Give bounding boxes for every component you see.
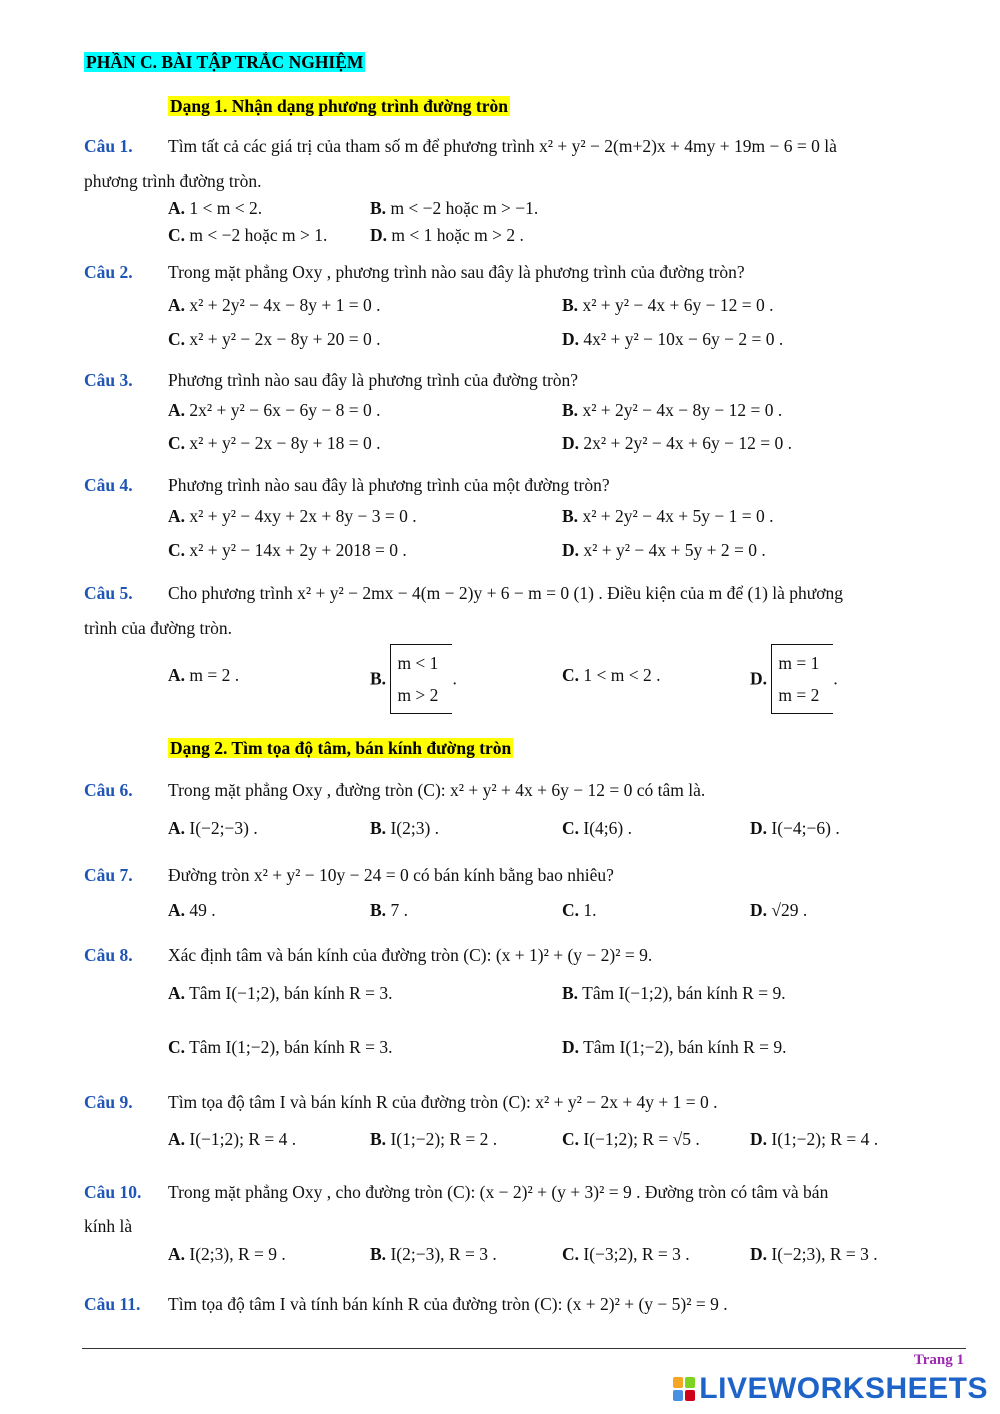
q7-option-d[interactable]: D. √29 . [750,900,808,920]
question-1 [84,136,837,157]
question-number: Câu 11. [84,1294,141,1314]
q7-option-a[interactable]: A. 49 . [168,900,216,920]
brand-text: LIVEWORKSHEETS [699,1372,988,1405]
question-number: Câu 3. [84,370,133,390]
question-number: Câu 4. [84,475,133,495]
q5-option-a[interactable]: A. m = 2 . [168,665,240,685]
question-2 [84,262,745,283]
question-9 [84,1092,718,1113]
question-text: Trong mặt phẳng Oxy , cho đường tròn (C): (x − 2)² + (y + 3)² = 9 . Đường tròn có tâm và bán [168,1182,829,1202]
q4-option-b[interactable]: B. x² + 2y² − 4x + 5y − 1 = 0 . [562,506,774,526]
question-8 [84,945,653,966]
q10-option-d[interactable]: D. I(−2;3), R = 3 . [750,1244,878,1264]
question-text-cont: trình của đường tròn. [84,618,233,638]
q3-option-b[interactable]: B. x² + 2y² − 4x − 8y − 12 = 0 . [562,400,783,420]
question-6 [84,780,706,801]
question-text: Cho phương trình x² + y² − 2mx − 4(m − 2)y + 6 − m = 0 (1) . Điều kiện của m để (1) là phương [168,583,844,603]
q6-option-d[interactable]: D. I(−4;−6) . [750,818,840,838]
section2-title: Dạng 2. Tìm tọa độ tâm, bán kính đường tròn [170,738,512,758]
question-number: Câu 2. [84,262,133,282]
q5-option-b[interactable]: B. m < 1 m > 2. [370,644,457,714]
question-text: Phương trình nào sau đây là phương trình của đường tròn? [168,370,579,390]
part-title: PHẦN C. BÀI TẬP TRẮC NGHIỆM [86,52,364,72]
question-10 [84,1182,829,1203]
q2-option-d[interactable]: D. 4x² + y² − 10x − 6y − 2 = 0 . [562,329,784,349]
q2-option-b[interactable]: B. x² + y² − 4x + 6y − 12 = 0 . [562,295,774,315]
bracket-system: m = 1 m = 2 [771,644,833,714]
q6-option-a[interactable]: A. I(−2;−3) . [168,818,258,838]
q9-option-a[interactable]: A. I(−1;2); R = 4 . [168,1129,297,1149]
q6-option-c[interactable]: C. I(4;6) . [562,818,632,838]
q1-option-a[interactable]: A. 1 < m < 2. [168,198,263,218]
q5-option-d[interactable]: D. m = 1 m = 2. [750,644,838,714]
q9-option-b[interactable]: B. I(1;−2); R = 2 . [370,1129,498,1149]
question-number: Câu 5. [84,583,133,603]
question-text: Xác định tâm và bán kính của đường tròn (C): (x + 1)² + (y − 2)² = 9. [168,945,653,965]
q3-option-a[interactable]: A. 2x² + y² − 6x − 6y − 8 = 0 . [168,400,381,420]
q8-option-a[interactable]: A. Tâm I(−1;2), bán kính R = 3. [168,983,393,1003]
liveworksheets-logo-icon [673,1377,695,1401]
question-4 [84,475,610,496]
q9-option-d[interactable]: D. I(1;−2); R = 4 . [750,1129,879,1149]
q1-option-d[interactable]: D. m < 1 hoặc m > 2 . [370,225,524,245]
liveworksheets-brand[interactable] [673,1372,988,1406]
q8-option-d[interactable]: D. Tâm I(1;−2), bán kính R = 9. [562,1037,787,1057]
q4-option-a[interactable]: A. x² + y² − 4xy + 2x + 8y − 3 = 0 . [168,506,417,526]
q3-option-c[interactable]: C. x² + y² − 2x − 8y + 18 = 0 . [168,433,381,453]
q5-option-c[interactable]: C. 1 < m < 2 . [562,665,661,685]
q1-option-b[interactable]: B. m < −2 hoặc m > −1. [370,198,539,218]
bracket-system: m < 1 m > 2 [390,644,452,714]
q2-option-c[interactable]: C. x² + y² − 2x − 8y + 20 = 0 . [168,329,381,349]
question-text: Trong mặt phẳng Oxy , phương trình nào sau đây là phương trình của đường tròn? [168,262,745,282]
question-number: Câu 10. [84,1182,142,1202]
q9-option-c[interactable]: C. I(−1;2); R = √5 . [562,1129,700,1149]
question-text: Tìm tọa độ tâm I và bán kính R của đường tròn (C): x² + y² − 2x + 4y + 1 = 0 . [168,1092,718,1112]
q8-option-c[interactable]: C. Tâm I(1;−2), bán kính R = 3. [168,1037,393,1057]
q6-option-b[interactable]: B. I(2;3) . [370,818,440,838]
q10-option-a[interactable]: A. I(2;3), R = 9 . [168,1244,286,1264]
question-7 [84,865,614,886]
question-text: Phương trình nào sau đây là phương trình của một đường tròn? [168,475,610,495]
question-3 [84,370,579,391]
footer-divider [82,1348,966,1349]
question-text: Đường tròn x² + y² − 10y − 24 = 0 có bán kính bằng bao nhiêu? [168,865,614,885]
q10-option-b[interactable]: B. I(2;−3), R = 3 . [370,1244,497,1264]
q4-option-c[interactable]: C. x² + y² − 14x + 2y + 2018 = 0 . [168,540,407,560]
question-text: Tìm tất cả các giá trị của tham số m để phương trình x² + y² − 2(m+2)x + 4my + 19m − 6 = 0 là [168,136,837,156]
question-number: Câu 1. [84,136,133,156]
question-number: Câu 6. [84,780,133,800]
q4-option-d[interactable]: D. x² + y² − 4x + 5y + 2 = 0 . [562,540,766,560]
page-number: Trang 1 [913,1352,964,1368]
q2-option-a[interactable]: A. x² + 2y² − 4x − 8y + 1 = 0 . [168,295,381,315]
question-number: Câu 8. [84,945,133,965]
question-number: Câu 7. [84,865,133,885]
q7-option-c[interactable]: C. 1. [562,900,597,920]
q3-option-d[interactable]: D. 2x² + 2y² − 4x + 6y − 12 = 0 . [562,433,792,453]
question-5 [84,583,844,604]
question-11 [84,1294,728,1315]
section1-title: Dạng 1. Nhận dạng phương trình đường tròn [170,96,508,116]
q10-option-c[interactable]: C. I(−3;2), R = 3 . [562,1244,690,1264]
question-text-cont: kính là [84,1216,133,1236]
q1-option-c[interactable]: C. m < −2 hoặc m > 1. [168,225,328,245]
question-text: Tìm tọa độ tâm I và tính bán kính R của đường tròn (C): (x + 2)² + (y − 5)² = 9 . [168,1294,728,1314]
question-text-cont: phương trình đường tròn. [84,171,262,191]
q7-option-b[interactable]: B. 7 . [370,900,408,920]
question-number: Câu 9. [84,1092,133,1112]
question-text: Trong mặt phẳng Oxy , đường tròn (C): x² + y² + 4x + 6y − 12 = 0 có tâm là. [168,780,706,800]
q8-option-b[interactable]: B. Tâm I(−1;2), bán kính R = 9. [562,983,786,1003]
